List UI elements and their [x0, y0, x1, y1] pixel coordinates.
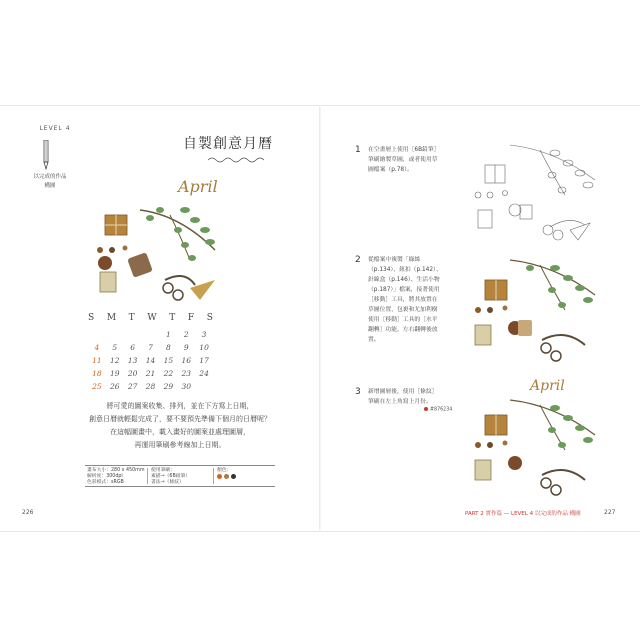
calendar-day: 23	[181, 369, 191, 378]
calendar-day	[88, 330, 106, 340]
pencil-icon	[41, 140, 51, 170]
body-text	[80, 400, 280, 452]
step-line: 筆刷繪製草圖，或者使用草	[368, 157, 438, 163]
page-number-left: 226	[22, 509, 34, 516]
spec-brush: 書法→（條紋）	[151, 480, 184, 485]
illustration-april-text: April	[178, 177, 218, 196]
part-footer: PART 2 實作篇 — LEVEL 4 以完成的作品 構圖	[465, 511, 581, 517]
body-line: 在這幅圖畫中，載入畫好的圖案並處理圖層，	[110, 428, 250, 436]
calendar-day: 24	[199, 369, 209, 378]
level-subtitle-line2: 構圖	[44, 183, 56, 189]
weekday: S	[206, 313, 213, 323]
level-subtitle	[22, 173, 78, 191]
step-number: 2	[355, 255, 361, 265]
book-gutter	[319, 105, 321, 530]
calendar-day: 10	[199, 343, 209, 352]
weekday: W	[147, 313, 157, 323]
step-2-text	[368, 255, 463, 345]
body-line: 將可愛的圖案收集、排列，並在下方寫上日期，	[106, 402, 254, 410]
spec-brush: 素描→（6B鉛筆）	[151, 474, 191, 479]
calendar-day: 19	[110, 369, 120, 378]
title-wave-decoration	[208, 156, 264, 164]
calendar-day: 20	[127, 369, 138, 378]
calendar-day: 3	[201, 330, 207, 339]
step2-illustration	[470, 250, 600, 370]
step-line: 新增圖層後，使用［條紋］	[368, 389, 438, 395]
calendar-day: 12	[110, 356, 120, 365]
calendar-day: 17	[199, 356, 209, 365]
color-swatch	[231, 474, 236, 479]
calendar-day	[106, 330, 124, 340]
calendar-day: 13	[127, 356, 138, 365]
step-line: 從檔案中複製「綠絲	[368, 257, 421, 263]
calendar-grid	[88, 330, 213, 392]
spec-resolution: 解析度：300dpi	[87, 474, 123, 479]
weekday: F	[187, 313, 195, 323]
calendar-day: 27	[127, 382, 138, 391]
spec-color-mode: 色彩模式：sRGB	[87, 480, 124, 485]
step-line: （p.187）」檔案，接著使用	[368, 287, 440, 293]
color-swatches	[217, 474, 238, 481]
calendar-day: 14	[145, 356, 156, 365]
spec-brushes	[147, 468, 190, 484]
calendar-day: 5	[112, 343, 118, 352]
spec-brushes-label: 使用筆刷：	[151, 468, 175, 473]
step-line: 筆刷在左上角寫上月份。	[368, 399, 432, 405]
step-line: 翻轉］功能，左右翻轉後放	[368, 327, 438, 333]
step-line: 使用［移動］工具的［水平	[368, 317, 438, 323]
color-dot	[424, 407, 428, 411]
calendar-day: 6	[130, 343, 136, 352]
level-label: LEVEL 4	[39, 125, 71, 132]
calendar-day: 9	[183, 343, 189, 352]
level-subtitle-line1: 以完成的作品	[33, 174, 67, 180]
calendar-day: 26	[110, 382, 120, 391]
calendar-day	[195, 382, 213, 392]
calendar-day: 8	[165, 343, 171, 352]
hex-color: #876234	[430, 407, 453, 413]
calendar-day: 28	[145, 382, 156, 391]
step-line: （p.134）、鈕扣（p.142）、	[368, 267, 442, 273]
step-number: 3	[355, 387, 361, 397]
step-line: 針線盒（p.146）、生活小物	[368, 277, 440, 283]
page-number-right: 227	[604, 509, 616, 516]
step-line: 草圖位置，包裹和尤加利樹	[368, 307, 438, 313]
body-line: 再運用筆刷參考線加上日期。	[134, 441, 226, 449]
hex-color-row	[424, 407, 452, 413]
step-number: 1	[355, 145, 361, 155]
calendar-day: 7	[148, 343, 153, 352]
calendar-day: 25	[92, 382, 102, 391]
calendar-day: 11	[92, 356, 102, 365]
step-line: 在空畫層上使用［6B鉛筆］	[368, 147, 440, 153]
step3-april-text: April	[530, 378, 565, 394]
weekday: T	[169, 313, 176, 323]
weekday: T	[128, 313, 135, 323]
calendar-day: 4	[94, 343, 100, 352]
spec-canvas-info	[87, 468, 145, 486]
calendar-day: 22	[163, 369, 174, 378]
step-line: ［移動］工具，將其放置在	[368, 297, 438, 303]
step-line: 圖檔案（p.78）。	[368, 167, 413, 173]
calendar-day	[124, 330, 142, 340]
calendar-illustration	[90, 170, 230, 310]
body-line: 創意日曆就輕鬆完成了，要不要預先準備下個月的日曆呢？	[89, 415, 271, 423]
calendar-day	[142, 330, 160, 340]
calendar-day: 18	[92, 369, 102, 378]
step-line: 置。	[368, 337, 380, 343]
step3-illustration	[470, 370, 600, 500]
step-3-text	[368, 387, 463, 407]
calendar-day: 30	[181, 382, 191, 391]
spec-colors-label: 顏色：	[217, 468, 232, 473]
calendar-day: 21	[145, 369, 156, 378]
color-swatch	[217, 474, 222, 479]
calendar-day: 1	[165, 330, 171, 339]
spec-box	[85, 465, 275, 487]
calendar-day: 2	[183, 330, 189, 339]
page-title: 自製創意月曆	[183, 136, 273, 152]
calendar-weekdays	[88, 313, 213, 323]
weekday: M	[106, 313, 117, 323]
spec-size: 畫布大小：280 x 450mm	[87, 468, 145, 473]
calendar-day: 29	[163, 382, 174, 391]
color-swatch	[224, 474, 229, 479]
calendar-day: 16	[181, 356, 191, 365]
step-1-text	[368, 145, 463, 175]
sketch-illustration	[470, 135, 600, 245]
calendar-day: 15	[163, 356, 174, 365]
spec-colors	[213, 468, 238, 484]
weekday: S	[88, 313, 95, 323]
